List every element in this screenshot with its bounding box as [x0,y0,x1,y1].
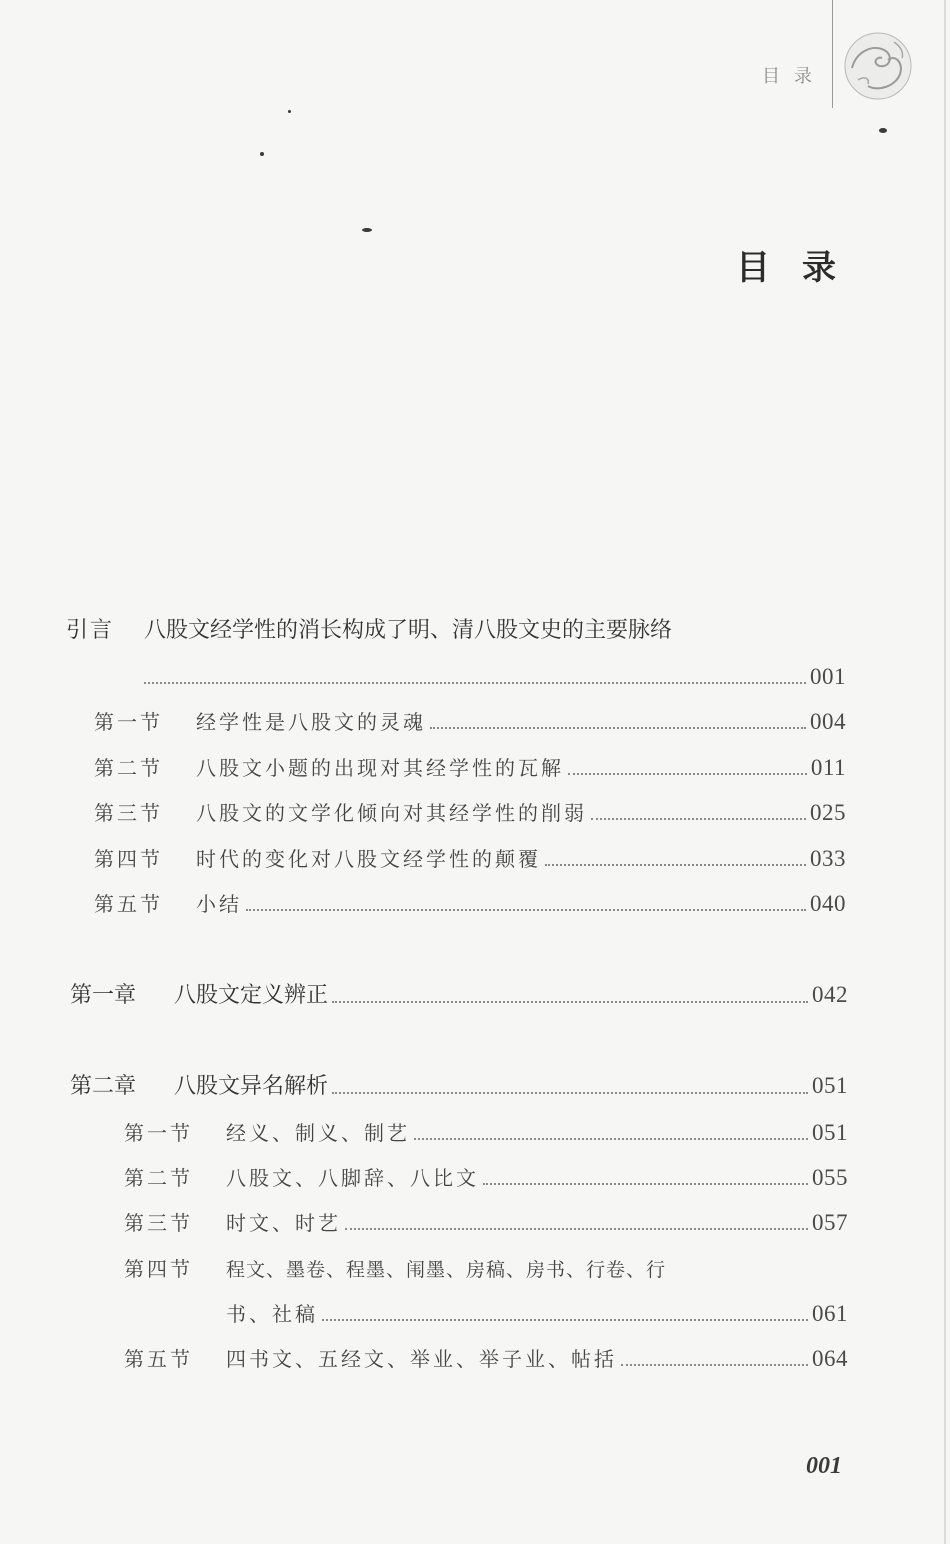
ink-speck [879,128,887,133]
section-title: 八股文的文学化倾向对其经学性的削弱 [196,801,587,825]
header-rule [832,0,833,108]
toc-entry-section[interactable] [94,705,846,739]
chapter-title: 八股文定义辨正 [174,983,329,1008]
page-number: 051 [812,1073,848,1098]
page-number: 061 [812,1301,848,1326]
toc-entry-section[interactable] [124,1116,848,1150]
running-head: 目录 [762,66,826,87]
section-label: 第四节 [124,1257,193,1281]
toc-entry-chapter[interactable] [70,978,848,1013]
section-title: 四书文、五经文、举业、举子业、帖括 [226,1347,617,1371]
leader-dots [414,1138,808,1140]
toc-entry-section[interactable] [124,1161,848,1195]
ink-speck [362,228,372,232]
leader-dots [345,1228,808,1230]
chapter-title: 八股文异名解析 [174,1074,329,1099]
page-number: 004 [810,709,846,734]
chapter-label: 第一章 [70,983,137,1008]
toc-entry-intro-heading[interactable] [66,614,846,648]
section-label: 第一节 [94,710,163,734]
page-number: 042 [812,982,848,1007]
section-title: 小结 [196,892,242,916]
section-label: 第三节 [124,1211,193,1235]
section-title: 八股文、八脚辞、八比文 [226,1166,479,1190]
leader-dots [568,773,807,775]
page-number: 040 [810,891,846,916]
leader-dots [332,1001,808,1003]
toc-entry-intro-page[interactable] [144,660,846,694]
toc-entry-section[interactable] [94,842,846,876]
section-title: 八股文小题的出现对其经学性的瓦解 [196,756,564,780]
ink-speck [260,152,264,156]
cloud-ornament-icon [838,28,920,104]
leader-dots [332,1092,808,1094]
section-title: 经学性是八股文的灵魂 [196,710,426,734]
leader-dots [144,682,806,684]
leader-dots [621,1364,808,1366]
section-label: 第一节 [124,1121,193,1145]
page-number: 064 [812,1346,848,1371]
leader-dots [246,909,806,911]
folio-page-number: 001 [806,1453,842,1479]
section-label: 第五节 [94,892,163,916]
section-label: 第三节 [94,801,163,825]
page-number: 025 [810,800,846,825]
section-title: 经义、制义、制艺 [226,1121,410,1145]
leader-dots [545,864,806,866]
page-number: 057 [812,1210,848,1235]
intro-label: 引言 [66,618,115,643]
section-label: 第四节 [94,847,163,871]
page-title: 目录 [736,248,868,288]
leader-dots [322,1319,808,1321]
section-title: 程文、墨卷、程墨、闱墨、房稿、房书、行卷、行 [226,1259,667,1281]
page-edge-line [944,0,946,1544]
toc-entry-section[interactable] [94,796,846,830]
section-label: 第二节 [124,1166,193,1190]
leader-dots [430,727,806,729]
page-number: 001 [810,664,846,689]
toc-entry-section[interactable] [124,1252,848,1287]
section-title-continued: 书、社稿 [226,1302,318,1326]
section-title: 时代的变化对八股文经学性的颠覆 [196,847,541,871]
section-label: 第二节 [94,756,163,780]
section-title: 时文、时艺 [226,1211,341,1235]
chapter-label: 第二章 [70,1074,137,1099]
toc-entry-section[interactable] [94,887,846,921]
section-label: 第五节 [124,1347,193,1371]
page-number: 033 [810,846,846,871]
ink-speck [288,110,291,113]
page-number: 055 [812,1165,848,1190]
toc-entry-section-continued[interactable] [226,1297,848,1331]
intro-title: 八股文经学性的消长构成了明、清八股文史的主要脉络 [144,618,673,643]
toc-entry-section[interactable] [124,1342,848,1376]
toc-entry-section[interactable] [94,751,846,785]
leader-dots [483,1183,808,1185]
page-number: 051 [812,1120,848,1145]
leader-dots [591,818,806,820]
page-number: 011 [810,755,846,780]
toc-entry-section[interactable] [124,1206,848,1240]
toc-entry-chapter[interactable] [70,1069,848,1104]
